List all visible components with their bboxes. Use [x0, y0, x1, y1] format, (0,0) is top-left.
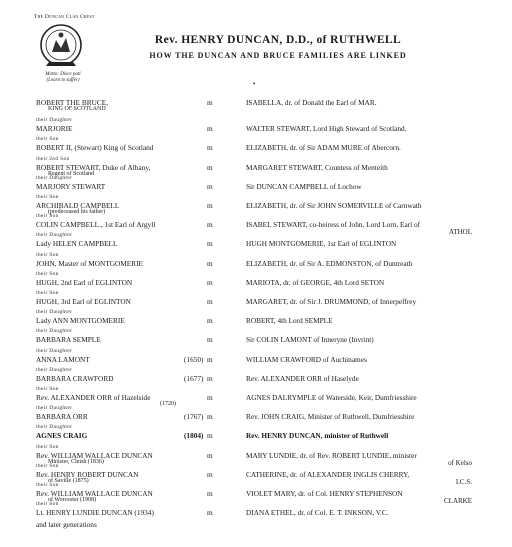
spouse-name: ISABELLA, dr. of Donald the Earl of MAR. [246, 98, 377, 107]
descendant-name [36, 431, 204, 441]
descendant-name-text: Lt. HENRY LUNDIE DUNCAN (1934) [36, 508, 154, 518]
married-symbol: m [207, 335, 213, 345]
married-symbol: m [207, 181, 213, 191]
spouse-name: DIANA ETHEL, dr. of Col. E. T. INKSON, V.C. [246, 508, 389, 518]
spouse-subtitle: I.C.S. [455, 477, 472, 486]
descendant-name-text: ROBERT THE BRUCE, [36, 98, 109, 107]
lineage-row [0, 328, 512, 345]
relation-label: their Son [36, 270, 59, 277]
descendant-name-text: and later generations [36, 520, 97, 530]
relation-label: their Daughter [36, 174, 73, 181]
lineage-row [0, 155, 512, 177]
married-symbol: m [207, 469, 213, 479]
spouse-name: AGNES DALRYMPLE of Waterside, Keir, Dumfriesshire [246, 393, 417, 402]
married-symbol: m [207, 277, 213, 287]
spouse-name: ISABEL STEWART, co-heiress of John, Lord Lorn, Earl of [246, 220, 421, 230]
relation-label: their Son [36, 386, 59, 392]
lineage-row [0, 117, 512, 134]
married-symbol: m [207, 162, 213, 172]
lineage-row [0, 424, 512, 441]
spouse-name: WALTER STEWART, Lord High Steward of Scotland. [246, 124, 407, 134]
lineage-row [0, 232, 512, 249]
lineage-row [0, 347, 512, 364]
lineage-row [0, 386, 512, 407]
spouse-name: MARIOTA, dr. of GEORGE, 4th Lord SETON [246, 277, 385, 287]
lineage-row [0, 290, 512, 306]
descendant-name [36, 220, 155, 229]
married-symbol: m [207, 412, 213, 422]
descendant-name [36, 124, 73, 133]
lineage-row [0, 520, 512, 533]
relation-label: their Son [36, 443, 59, 450]
married-symbol: m [207, 98, 213, 107]
relation-label: their Daughter [36, 117, 73, 124]
married-symbol: m [207, 220, 213, 230]
married-symbol: m [207, 143, 213, 153]
descendant-subtitle: of Saville (1875) [48, 477, 89, 484]
lineage-row [0, 270, 512, 287]
descendant-name [36, 412, 204, 422]
relation-label: their Daughter [36, 328, 73, 335]
relation-label: their Son [36, 482, 59, 488]
descendant-name-text: ROBERT II, (Stewart) King of Scotland [36, 143, 154, 153]
relation-label: their Daughter [36, 309, 73, 316]
descendant-name [36, 297, 131, 306]
spouse-name: Rev. ALEXANDER ORR of Haselyde [246, 373, 359, 383]
descendant-name-text: ARCHIBALD CAMPBELL [36, 201, 120, 210]
relation-label: their Son [36, 194, 59, 200]
descendant-name-text: HUGH, 3rd Earl of EGLINTON [36, 297, 131, 306]
lineage-row [0, 501, 512, 518]
lineage-row [0, 174, 512, 191]
descendant-name-text: Lady HELEN CAMPBELL [36, 239, 118, 249]
spouse-name: Sir COLIN LAMONT of Inneryne (Invrint) [246, 335, 374, 345]
spouse-name: Rev. HENRY DUNCAN, minister of Ruthwell [246, 431, 389, 441]
relation-label: their Daughter [36, 405, 73, 412]
birth-year: (1650) [184, 354, 204, 364]
married-symbol: m [207, 297, 213, 306]
lineage-row [0, 251, 512, 268]
lineage-row [0, 98, 512, 111]
spouse-name: Sir DUNCAN CAMPBELL of Lochow [246, 181, 362, 191]
descendant-name [36, 259, 143, 268]
relation-label: their Daughter [36, 232, 73, 239]
relation-label: their Daughter [36, 424, 73, 431]
descendant-name-text: Rev. ALEXANDER ORR of Hazelside [36, 393, 151, 402]
spouse-name: WILLIAM CRAWFORD of Auchinames [246, 354, 367, 364]
married-symbol: m [207, 431, 213, 441]
descendant-name [36, 335, 101, 344]
descendant-name [36, 393, 150, 402]
spouse-name: MARGARET, dr. of Sir J. DRUMMOND, of Innerpeffrey [246, 297, 417, 306]
descendant-name-text: AGNES CRAIG [36, 431, 88, 441]
descendant-name-text: MARJORY STEWART [36, 181, 106, 191]
spouse-name: ELIZABETH, dr. of Sir JOHN SOMERVILLE of Carnwath [246, 201, 422, 210]
relation-label: their Daughter [36, 366, 73, 373]
birth-year: (1677) [184, 373, 204, 383]
spouse-name: CATHERINE, dr. of ALEXANDER INGLIS CHERRY, [246, 469, 410, 479]
married-symbol: m [207, 316, 213, 326]
page-subtitle: HOW THE DUNCAN AND BRUCE FAMILIES ARE LINKED [149, 51, 407, 60]
birth-year: (1804) [184, 431, 204, 441]
married-symbol: m [207, 239, 213, 249]
descendant-name [36, 354, 204, 364]
relation-label: their Son [36, 136, 59, 143]
descendant-name-text: MARJORIE [36, 124, 73, 134]
page-title: Rev. HENRY DUNCAN, D.D., of RUTHWELL [154, 34, 402, 46]
descendant-subtitle: Minister, Cleish (1836) [48, 458, 104, 465]
descendant-name [36, 239, 117, 248]
crest-motto [36, 72, 90, 84]
descendant-subtitle: (predeceased his father) [48, 209, 106, 215]
spouse-name: Rev. JOHN CRAIG, Minister of Ruthwell, Dumfriesshire [246, 412, 415, 422]
descendant-subtitle: Regent of Scotland [48, 170, 94, 177]
lineage-row [0, 136, 512, 153]
spouse-subtitle: ATHOL [449, 228, 472, 237]
descendant-name-text: Lady ANN MONTGOMERIE [36, 316, 125, 326]
descendant-subtitle: (1720) [160, 401, 176, 407]
descendant-name-text: BARBARA ORR [36, 412, 88, 422]
separator-dot: • [253, 80, 256, 88]
married-symbol: m [207, 124, 213, 134]
lineage-row [0, 405, 512, 422]
married-symbol: m [207, 258, 213, 268]
lineage-row [0, 194, 512, 215]
spouse-name: VIOLET MARY, dr. of Col. HENRY STEPHENSON [246, 489, 403, 498]
lineage-row [0, 482, 512, 505]
relation-label: their Son [36, 213, 59, 220]
spouse-subtitle: of Kelso [448, 458, 472, 467]
relation-label: their 2nd Son [36, 155, 70, 162]
descendant-name [36, 143, 153, 152]
relation-label: their Son [36, 501, 59, 508]
married-symbol: m [207, 393, 213, 402]
descendant-name-text: HUGH, 2nd Earl of EGLINTON [36, 277, 133, 287]
spouse-name: MARGARET STEWART, Countess of Menteith [246, 162, 388, 172]
spouse-name: ROBERT, 4th Lord SEMPLE [246, 316, 333, 326]
spouse-name: MARY LUNDIE, dr. of Rev. ROBERT LUNDIE, minister [246, 450, 417, 460]
descendant-name-text: BARBARA CRAWFORD [36, 373, 114, 383]
descendant-name-text: Rev. WILLIAM WALLACE DUNCAN [36, 489, 153, 498]
lineage-row [0, 309, 512, 326]
descendant-name-text: JOHN, Master of MONTGOMERIE [36, 258, 144, 268]
birth-year: (1767) [184, 412, 204, 422]
married-symbol: m [207, 508, 213, 518]
relation-label: their Son [36, 251, 59, 258]
descendant-name-text: ROBERT STEWART, Duke of Albany, [36, 162, 151, 172]
married-symbol: m [207, 373, 213, 383]
relation-label: their Daughter [36, 347, 73, 354]
spouse-name: ELIZABETH, dr. of Sir A. EDMONSTON, of Duntreath [246, 258, 413, 268]
married-symbol: m [207, 354, 213, 364]
lineage-row [0, 443, 512, 467]
motto-line: Motto: Disce pati [45, 72, 81, 77]
descendant-subtitle: KING OF SCOTLAND [48, 106, 106, 112]
relation-label: their Son [36, 290, 59, 296]
spouse-name: ELIZABETH, dr. of Sir ADAM MURE of Abercorn. [246, 143, 401, 153]
descendant-name [36, 373, 204, 383]
descendant-subtitle: of Worcester (1908) [48, 497, 97, 503]
clan-crest-emblem [38, 22, 84, 70]
lineage-row [0, 366, 512, 383]
descendant-name [36, 520, 97, 529]
descendant-name [36, 278, 132, 287]
relation-label: their Son [36, 462, 59, 469]
descendant-name-text: BARBARA SEMPLE [36, 335, 101, 345]
motto-translation: (Learn to suffer) [46, 78, 80, 83]
descendant-name-text: ANNA LAMONT [36, 354, 90, 364]
descendant-name-text: Rev. HENRY ROBERT DUNCAN [36, 469, 139, 479]
descendant-name [36, 182, 105, 191]
spouse-name: HUGH MONTGOMERIE, 1st Earl of EGLINTON [246, 239, 397, 249]
married-symbol: m [207, 201, 213, 210]
descendant-name-text: COLIN CAMPBELL., 1st Earl of Argyll [36, 220, 156, 230]
descendant-name [36, 508, 154, 517]
crest-caption: The Duncan Clan Crest [34, 14, 95, 20]
married-symbol: m [207, 450, 213, 460]
descendant-name-text: Rev. WILLIAM WALLACE DUNCAN [36, 450, 153, 460]
descendant-name [36, 316, 125, 325]
spouse-subtitle: CLARKE [444, 497, 472, 505]
married-symbol: m [207, 489, 213, 498]
